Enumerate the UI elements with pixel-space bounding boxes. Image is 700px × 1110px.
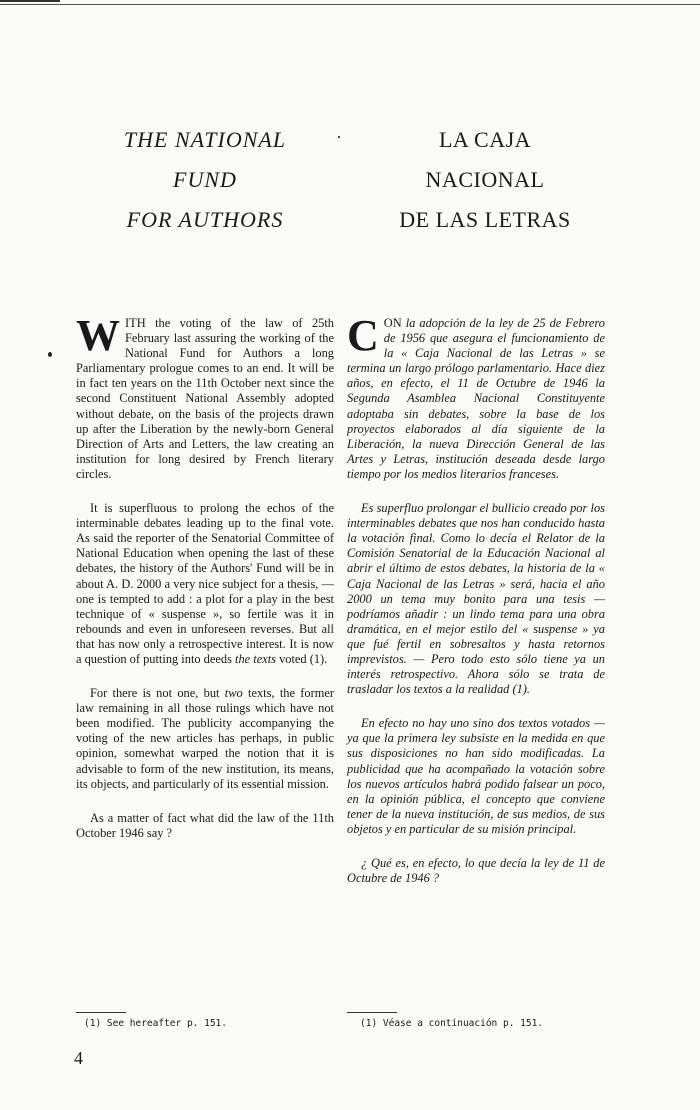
title-english (100, 120, 310, 240)
en-p3-emphasis: two (224, 686, 243, 701)
en-p2-emphasis: the texts (235, 651, 276, 666)
es-paragraph-3: En efecto no hay uno sino dos textos votados — ya que la primera ley subsiste en la medida en que sus disposiciones no han sido modificadas. La publicidad que ha acompañado la votación sobre los nuevos artículos habrá podido falsear un poco, en la opinión pública, el concepto que conviene tener de la nueva institución, de sus medios, de sus objetos y en particular de su misión principal. (347, 716, 605, 836)
english-column (76, 311, 335, 860)
en-p1-text: the voting of the law of 25th February last assuring the working of the National Fund for Authors a long Parliamentary prologue comes to an end. It will be in fact ten years on the 11th October next since the second Constituent National Assembly adopted without debate, on the basis of the projects drawn up after the Liberation by the newly-born General Direction of Arts and Letters, the law creating an institution for long desired by French literary circles. (76, 316, 334, 481)
footnote-spanish: (1) Véase a continuación p. 151. (360, 1018, 544, 1029)
title-es-line-2: NACIONAL (425, 167, 545, 192)
footnote-rule-english (76, 1012, 126, 1013)
title-es-line-1: LA CAJA (438, 127, 532, 152)
footnote-rule-spanish (347, 1012, 397, 1013)
title-en-line-1: THE NATIONAL (123, 127, 287, 152)
es-paragraph-1 (347, 311, 605, 482)
center-dot (338, 136, 340, 138)
top-edge-mark (0, 0, 60, 2)
title-es-line-3: DE LAS LETRAS (399, 207, 571, 232)
top-rule (0, 4, 700, 5)
es-lead-word: ON (383, 316, 402, 330)
en-p3-start: For there is not one, but (90, 686, 220, 701)
en-paragraph-2 (76, 501, 334, 667)
en-lead-word: ITH (125, 316, 146, 330)
title-en-line-3: FOR AUTHORS (126, 207, 284, 232)
es-paragraph-2: Es superfluo prolongar el bullicio creado por los interminables debates que nos han conducido hasta la votación final. Como lo decía el Relator de la Comisión Senatorial de la Educación Nacional al abrir el último de estos debates, la historia de la « Caja Nacional de las Letras » será, hacia el año 2000 un tema muy bonito para una tesis — podríamos añadir : un lindo tema para una obra dramática, en el mejor estilo del « suspense » ya que fué fertil en sobresaltos y hasta retornos imprevistos. — Pero todo esto sólo tiene ya un interés retrospectivo. Ahora sólo se trata de trasladar los textos a la realidad (1). (347, 501, 605, 697)
en-p2-text: It is superfluous to prolong the echos of the interminable debates leading up to the final vote. As said the reporter of the Senatorial Committee of National Education when opening the last of these debates, the history of the Authors' Fund will be in about A. D. 2000 a very nice subject for a thesis, — one is tempted to add : a plot for a play in the best technique of « suspense », so fertile was it in rebounds and even in unforeseen reverses. But all that has now only a retrospective interest. It is now a question of putting into deeds (76, 501, 334, 666)
margin-dot (48, 352, 52, 357)
es-p1-text: la adopción de la ley de 25 de Febrero de 1956 que asegura el funcionamiento de la « Caja Nacional de las Letras » se termina un largo prólogo parlamentario. Hace diez años, en efecto, el 11 de Octubre de 1946 la Segunda Asamblea Nacional Constituyente adoptaba sin debates, sobre la base de los proyectos elaborados al día siguiente de la Liberación, la nueva Dirección General de las Artes y Letras, institución deseada desde largo tiempo por los medios literarios franceses. (347, 316, 605, 481)
en-p3-rest: texts, the former law remaining in all those rulings which have not been modified. The publicity accompanying the voting of the new articles has perhaps, in public opinion, somewhat warped the notion that it is advisable to form of the new institution, its means, its objects, and particularly of its essential mission. (76, 686, 335, 791)
en-p2-end: voted (1). (279, 651, 328, 666)
es-dropcap: C (347, 311, 379, 360)
en-paragraph-1 (76, 311, 334, 482)
page-number: 4 (74, 1048, 83, 1068)
es-paragraph-4: ¿ Qué es, en efecto, lo que decía la ley de 11 de Octubre de 1946 ? (347, 856, 605, 886)
en-paragraph-4: As a matter of fact what did the law of the 11th October 1946 say ? (76, 810, 334, 840)
title-en-line-2: FUND (173, 167, 237, 192)
footnote-english: (1) See hereafter p. 151. (84, 1018, 227, 1029)
title-spanish (380, 120, 590, 240)
spanish-column (347, 311, 605, 905)
en-dropcap: W (76, 311, 120, 360)
en-paragraph-3 (76, 686, 334, 792)
